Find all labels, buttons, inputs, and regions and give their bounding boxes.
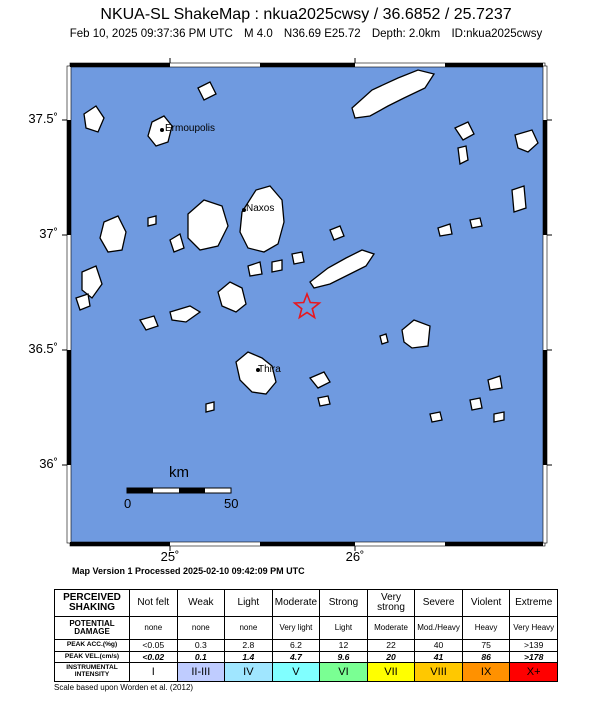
- vel-cell: <0.02: [130, 651, 178, 663]
- damage-cell: none: [225, 617, 273, 639]
- shaking-cell: Violent: [462, 590, 510, 617]
- sea-area: [70, 66, 545, 543]
- scale-label-fifty: 50: [224, 496, 239, 511]
- damage-cell: Heavy: [462, 617, 510, 639]
- row-head-acc: PEAK ACC.(%g): [55, 639, 130, 651]
- shaking-cell: Severe: [415, 590, 463, 617]
- damage-cell: Very Heavy: [510, 617, 558, 639]
- intensity-cell: VII: [367, 663, 415, 682]
- shaking-cell: Weak: [177, 590, 225, 617]
- damage-cell: Very light: [272, 617, 320, 639]
- intensity-legend: [54, 589, 558, 682]
- damage-cell: Moderate: [367, 617, 415, 639]
- lon-label-26: 26˚: [345, 549, 365, 564]
- shaking-cell: Light: [225, 590, 273, 617]
- acc-cell: 75: [462, 639, 510, 651]
- intensity-cell: I: [130, 663, 178, 682]
- island-koufonisi: [292, 252, 304, 264]
- island-south-3: [494, 412, 504, 422]
- legend-row-acc: [55, 639, 558, 651]
- island-mykonos-b: [512, 186, 526, 212]
- scale-unit: km: [169, 464, 189, 481]
- legend-row-vel: [55, 651, 558, 663]
- processed-info: Map Version 1 Processed 2025-02-10 09:42:09 PM UTC: [72, 566, 305, 576]
- shaking-cell: Extreme: [510, 590, 558, 617]
- vel-cell: 9.6: [320, 651, 368, 663]
- acc-cell: 12: [320, 639, 368, 651]
- map-title: NKUA-SL ShakeMap : nkua2025cwsy / 36.6852 / 25.7237: [100, 6, 512, 23]
- damage-cell: none: [177, 617, 225, 639]
- lat-label-36: 36˚: [39, 456, 58, 471]
- vel-cell: >178: [510, 651, 558, 663]
- lat-label-37: 37˚: [39, 226, 58, 241]
- shaking-cell: Strong: [320, 590, 368, 617]
- shaking-cell: Not felt: [130, 590, 178, 617]
- event-date: Feb 10, 2025 09:37:36 PM UTC: [69, 28, 233, 40]
- damage-cell: Mod./Heavy: [415, 617, 463, 639]
- acc-cell: 6.2: [272, 639, 320, 651]
- intensity-cell: VI: [320, 663, 368, 682]
- place-thira: Thira: [258, 364, 281, 375]
- row-head-shaking: PERCEIVED SHAKING: [55, 590, 130, 617]
- legend-row-intensity: [55, 663, 558, 682]
- event-magnitude: M 4.0: [243, 28, 273, 40]
- intensity-cell: IX: [462, 663, 510, 682]
- scale-footnote: Scale based upon Worden et al. (2012): [54, 683, 194, 692]
- place-ermoupolis: Ermoupolis: [165, 123, 216, 134]
- acc-cell: 0.3: [177, 639, 225, 651]
- intensity-cell: IV: [225, 663, 273, 682]
- intensity-cell: II-III: [177, 663, 225, 682]
- vel-cell: 4.7: [272, 651, 320, 663]
- islet-1: [206, 402, 214, 412]
- acc-cell: >139: [510, 639, 558, 651]
- acc-cell: <0.05: [130, 639, 178, 651]
- vel-cell: 20: [367, 651, 415, 663]
- islet-3: [148, 216, 156, 226]
- shaking-cell: Moderate: [272, 590, 320, 617]
- intensity-cell: V: [272, 663, 320, 682]
- island-schinoussa: [272, 260, 282, 272]
- legend-row-damage: [55, 617, 558, 639]
- vel-cell: 41: [415, 651, 463, 663]
- lon-label-25: 25˚: [160, 549, 180, 564]
- acc-cell: 2.8: [225, 639, 273, 651]
- island-south-1: [318, 396, 330, 406]
- legend-row-shaking: [55, 590, 558, 617]
- row-head-damage: POTENTIAL DAMAGE: [55, 617, 130, 639]
- event-id: ID:nkua2025cwsy: [451, 28, 543, 40]
- scale-label-zero: 0: [124, 496, 132, 511]
- vel-cell: 1.4: [225, 651, 273, 663]
- island-tinos-b: [458, 146, 468, 164]
- acc-cell: 40: [415, 639, 463, 651]
- row-head-vel: PEAK VEL.(cm/s): [55, 651, 130, 663]
- island-south-2: [430, 412, 442, 422]
- lat-label-37-5: 37.5˚: [28, 111, 58, 126]
- intensity-cell: VIII: [415, 663, 463, 682]
- shaking-cell: Very strong: [367, 590, 415, 617]
- vel-cell: 0.1: [177, 651, 225, 663]
- island-kinaros: [470, 218, 482, 228]
- place-naxos: Naxos: [246, 203, 275, 214]
- event-depth: Depth: 2.0km: [371, 28, 441, 40]
- acc-cell: 22: [367, 639, 415, 651]
- lat-label-36-5: 36.5˚: [28, 341, 58, 356]
- island-east-2: [470, 398, 482, 410]
- event-location: N36.69 E25.72: [283, 28, 361, 40]
- vel-cell: 86: [462, 651, 510, 663]
- islet-2: [380, 334, 388, 344]
- intensity-cell: X+: [510, 663, 558, 682]
- damage-cell: none: [130, 617, 178, 639]
- row-head-intensity: INSTRUMENTAL INTENSITY: [55, 663, 130, 682]
- damage-cell: Light: [320, 617, 368, 639]
- scale-bar: [127, 488, 231, 493]
